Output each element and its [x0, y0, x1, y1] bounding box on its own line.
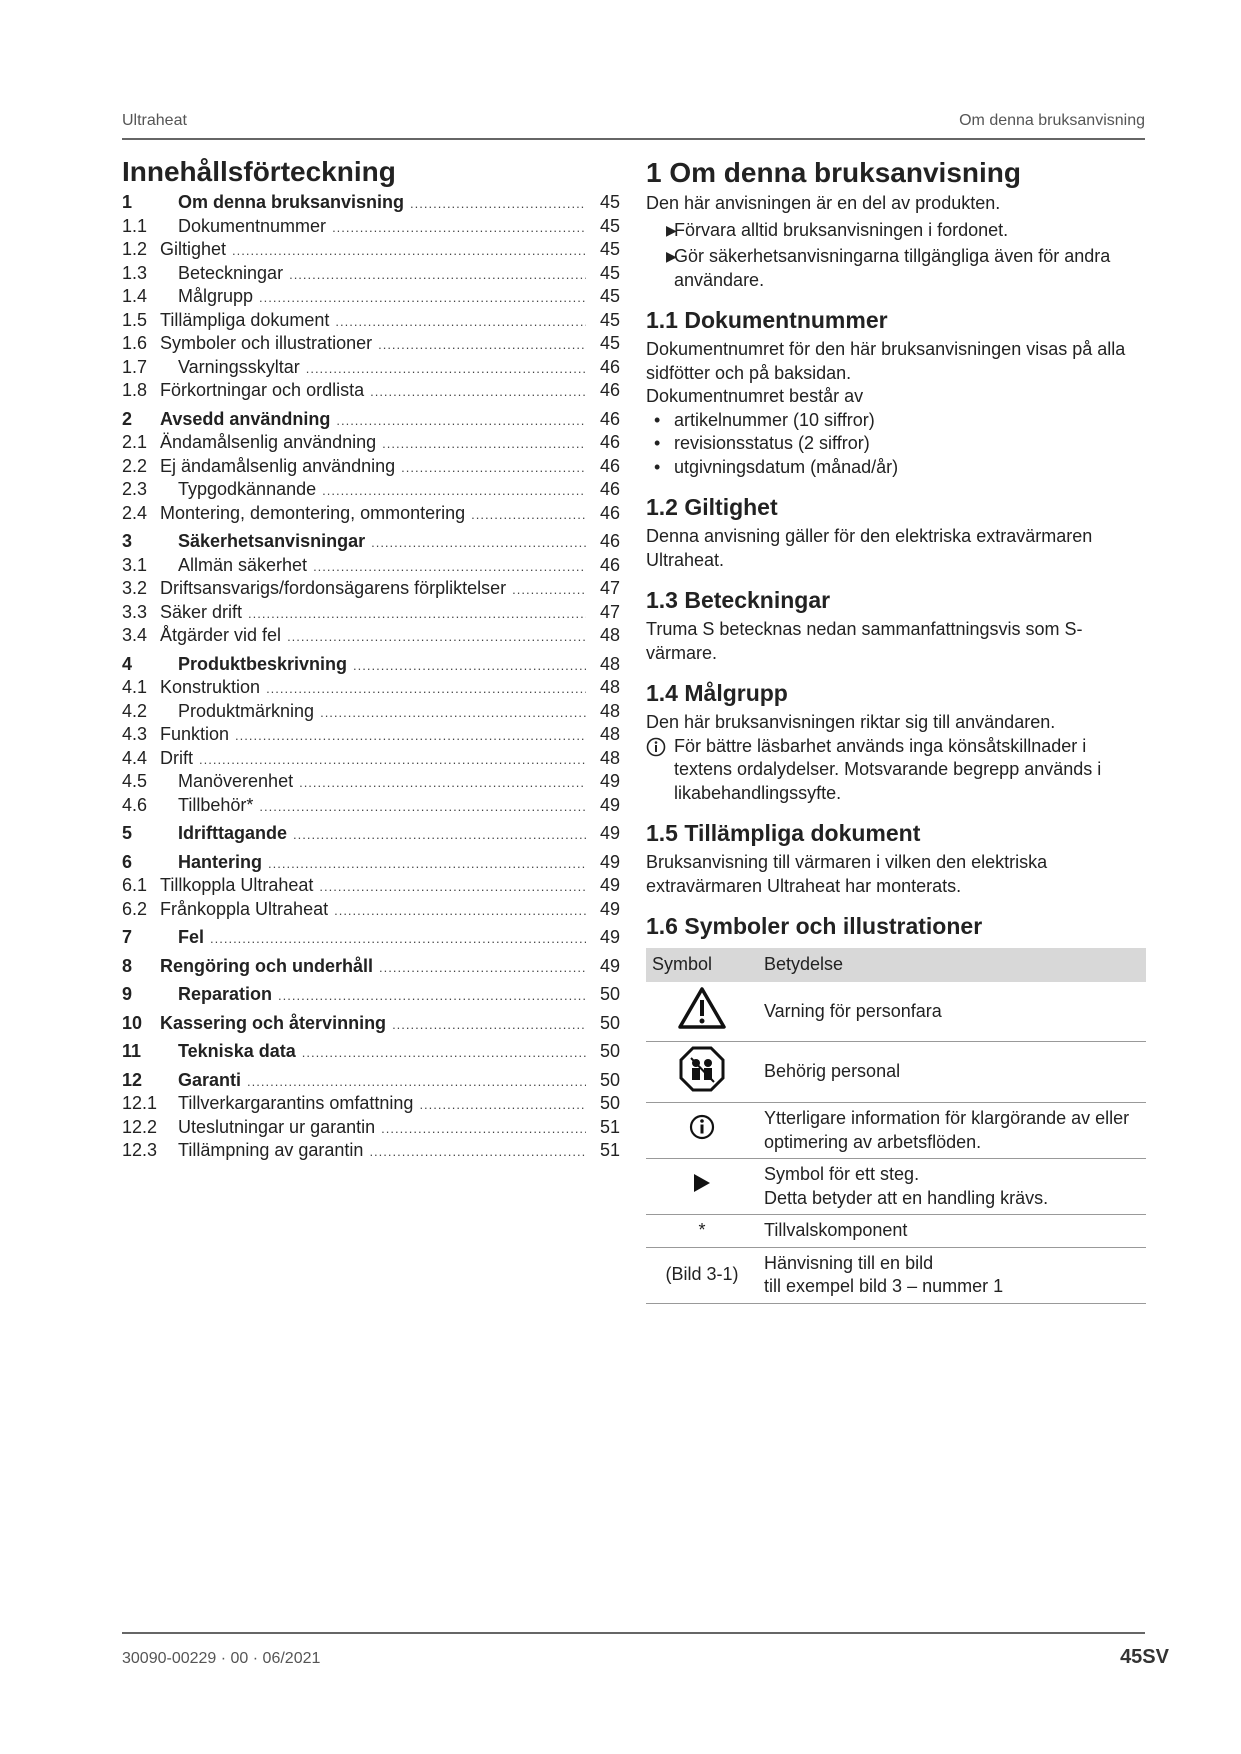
section-1-title: 1 Om denna bruksanvisning — [646, 157, 1021, 188]
toc-entry-title: Manöverenhet — [178, 771, 294, 791]
step-arrow-icon: ▶ — [666, 248, 677, 264]
toc-entry-title: Uteslutningar ur garantin — [178, 1116, 376, 1137]
toc-entry[interactable] — [122, 357, 620, 381]
toc-page-number: 46 — [599, 455, 620, 476]
header-section: Om denna bruksanvisning — [959, 112, 1145, 129]
table-row — [646, 1103, 1146, 1159]
table-row — [646, 1041, 1146, 1103]
toc-leader-dots — [334, 899, 586, 920]
step-arrow-icon — [692, 1178, 712, 1198]
toc-leader-dots — [313, 555, 586, 576]
toc-entry-title: Giltighet — [160, 239, 227, 259]
toc-number: 4.6 — [122, 794, 148, 815]
toc-number: 4.4 — [122, 747, 148, 768]
toc-page-number: 49 — [599, 875, 620, 895]
toc-page-number: 48 — [599, 747, 620, 768]
toc-leader-dots — [302, 1041, 586, 1062]
document-number: 30090-00229 · 00 · 06/2021 — [122, 1650, 321, 1667]
toc-leader-dots — [210, 927, 586, 948]
toc-entry-title: Produktmärkning — [178, 700, 315, 721]
toc-page-number: 50 — [599, 1012, 620, 1033]
toc-number: 5 — [122, 823, 133, 843]
toc-number: 8 — [122, 955, 133, 976]
info-icon — [646, 737, 666, 764]
toc-entry[interactable] — [122, 602, 620, 626]
section-1-6-title: 1.6 Symboler och illustrationer — [646, 913, 983, 939]
toc-entry-title: Ej ändamålsenlig användning — [160, 455, 396, 476]
toc-entry-title: Avsedd användning — [160, 408, 331, 429]
toc-page-number: 45 — [599, 239, 620, 259]
toc-entry-title: Kassering och återvinning — [160, 1012, 387, 1033]
toc-leader-dots — [378, 333, 586, 354]
toc-page-number: 49 — [599, 955, 620, 976]
section-1-3-text: Truma S betecknas nedan sammanfattningsvis som S-värmare. — [646, 619, 1083, 663]
section-1-1-p2: Dokumentnumret består av — [646, 386, 864, 406]
toc-page-number: 50 — [599, 1069, 620, 1090]
table-row — [646, 1247, 1146, 1303]
toc-entry[interactable] — [122, 479, 620, 503]
toc-leader-dots — [419, 1093, 586, 1114]
section-1-5-title: 1.5 Tillämpliga dokument — [646, 820, 921, 846]
toc-leader-dots — [379, 956, 586, 977]
toc-leader-dots — [259, 286, 586, 307]
toc-number: 3.1 — [122, 554, 148, 575]
toc-entry[interactable] — [122, 1041, 620, 1065]
toc-page-number: 49 — [599, 927, 620, 947]
toc-entry[interactable] — [122, 654, 620, 678]
toc-leader-dots — [471, 503, 586, 524]
warning-triangle-icon — [677, 1014, 727, 1034]
toc-number: 2.4 — [122, 502, 148, 523]
toc-entry-title: Rengöring och underhåll — [160, 955, 374, 976]
toc-page-number: 46 — [599, 554, 620, 575]
toc-number: 4 — [122, 653, 133, 674]
toc-number: 11 — [122, 1041, 142, 1061]
toc-entry-title: Varningsskyltar — [178, 356, 300, 377]
toc-leader-dots — [235, 724, 586, 745]
toc-number: 2.2 — [122, 455, 148, 476]
toc-entry[interactable] — [122, 286, 620, 310]
section-1-4-title: 1.4 Målgrupp — [646, 680, 788, 706]
toc-page-number: 46 — [599, 531, 620, 551]
toc-number: 1.7 — [122, 356, 148, 377]
toc-leader-dots — [401, 456, 586, 477]
toc-number: 3.4 — [122, 625, 148, 645]
qualified-personnel-icon — [679, 1076, 725, 1096]
toc-entry-title: Säker drift — [160, 601, 243, 622]
toc-entry-title: Konstruktion — [160, 677, 261, 697]
toc-number: 1.3 — [122, 262, 148, 283]
toc-page-number: 49 — [599, 898, 620, 919]
toc-entry-title: Tillkoppla Ultraheat — [160, 875, 314, 895]
toc-entry-title: Symboler och illustrationer — [160, 333, 373, 353]
toc-number: 10 — [122, 1012, 143, 1033]
toc-number: 1.4 — [122, 286, 148, 306]
toc-entry-title: Tillverkargarantins omfattning — [178, 1093, 414, 1113]
toc-leader-dots — [382, 432, 586, 453]
toc-page-number: 47 — [599, 601, 620, 622]
toc-entry-title: Tekniska data — [178, 1041, 296, 1061]
main-content — [646, 156, 1146, 1304]
toc-page-number: 46 — [599, 479, 620, 499]
toc-number: 1.2 — [122, 239, 148, 259]
toc-number: 9 — [122, 984, 133, 1004]
toc-entry[interactable] — [122, 1013, 620, 1037]
toc-leader-dots — [278, 984, 586, 1005]
table-row — [646, 1159, 1146, 1215]
meaning-cell: Tillvalskomponent — [758, 1215, 1146, 1248]
toc-entry-title: Tillämpning av garantin — [178, 1140, 364, 1160]
toc-number: 1.8 — [122, 380, 148, 400]
toc-entry[interactable] — [122, 555, 620, 579]
toc-entry[interactable] — [122, 1140, 620, 1164]
table-row — [646, 1215, 1146, 1248]
meaning-cell: Varning för personfara — [758, 982, 1146, 1041]
toc-number: 6.2 — [122, 898, 148, 919]
toc-page-number: 51 — [599, 1140, 620, 1160]
toc-page-number: 46 — [599, 380, 620, 400]
toc-entry-title: Åtgärder vid fel — [160, 625, 282, 645]
col-meaning: Betydelse — [758, 948, 1146, 982]
section-1-2-title: 1.2 Giltighet — [646, 494, 778, 520]
toc-page-number: 48 — [599, 700, 620, 721]
toc-number: 1.6 — [122, 333, 148, 353]
toc-number: 12.2 — [122, 1116, 158, 1137]
toc-page-number: 49 — [599, 794, 620, 815]
toc-entry[interactable] — [122, 927, 620, 951]
toc-leader-dots — [319, 875, 586, 896]
toc-entry-title: Typgodkännande — [178, 479, 317, 499]
section-1-5-text: Bruksanvisning till värmaren i vilken den elektriska extravärmaren Ultraheat har monterats. — [646, 852, 1048, 896]
step-item: ▶ Gör säkerhetsanvisningarna tillgängliga även för andra användare. — [666, 246, 1111, 290]
meaning-cell: Behörig personal — [758, 1041, 1146, 1103]
toc-page-number: 48 — [599, 724, 620, 744]
toc-entry[interactable] — [122, 823, 620, 847]
toc-page-number: 49 — [599, 823, 620, 843]
toc-entry[interactable] — [122, 852, 620, 876]
toc-page-number: 49 — [599, 771, 620, 791]
toc-entry-title: Funktion — [160, 724, 230, 744]
toc-entry-title: Frånkoppla Ultraheat — [160, 898, 329, 919]
toc-page-number: 45 — [599, 262, 620, 283]
table-header-row — [646, 948, 1146, 982]
toc-leader-dots — [259, 795, 586, 816]
toc-number: 12.1 — [122, 1093, 158, 1113]
toc-entry-title: Säkerhetsanvisningar — [178, 531, 366, 551]
toc-page-number: 49 — [599, 851, 620, 872]
toc-entry[interactable] — [122, 239, 620, 263]
meaning-cell: Ytterligare information för klargörande av eller optimering av arbetsflöden. — [758, 1103, 1146, 1159]
toc-leader-dots — [332, 216, 586, 237]
toc-page-number: 45 — [599, 215, 620, 236]
col-symbol: Symbol — [646, 948, 758, 982]
toc-entry[interactable] — [122, 956, 620, 980]
toc-leader-dots — [306, 357, 586, 378]
section-1-4-text: Den här bruksanvisningen riktar sig till användaren. — [646, 712, 1056, 732]
toc-page-number: 48 — [599, 677, 620, 697]
toc-number: 3.3 — [122, 601, 148, 622]
toc-entry[interactable] — [122, 795, 620, 819]
toc-leader-dots — [381, 1117, 586, 1138]
toc-entry-title: Om denna bruksanvisning — [178, 192, 405, 212]
toc-entry-title: Hantering — [178, 851, 263, 872]
toc-entry[interactable] — [122, 1117, 620, 1141]
section-1-3-title: 1.3 Beteckningar — [646, 587, 831, 613]
toc-leader-dots — [371, 531, 586, 552]
page-header — [122, 110, 1145, 140]
toc-page-number: 46 — [599, 432, 620, 452]
section-1-2-text: Denna anvisning gäller för den elektriska extravärmaren Ultraheat. — [646, 526, 1093, 570]
toc-entry[interactable] — [122, 625, 620, 649]
toc-leader-dots — [336, 409, 586, 430]
toc-leader-dots — [268, 852, 586, 873]
toc-leader-dots — [370, 380, 586, 401]
toc-number: 12.3 — [122, 1140, 158, 1160]
toc-leader-dots — [248, 602, 586, 623]
toc-entry-title: Driftsansvarigs/fordonsägarens förpliktelser — [160, 578, 507, 598]
toc-entry-title: Fel — [178, 927, 205, 947]
toc-number: 7 — [122, 927, 133, 947]
toc-page-number: 46 — [599, 356, 620, 377]
toc-entry-title: Tillbehör* — [178, 794, 254, 815]
list-item: • artikelnummer (10 siffror) — [646, 409, 1146, 433]
toc-page-number: 46 — [599, 502, 620, 523]
toc-entry-title: Reparation — [178, 984, 273, 1004]
toc-leader-dots — [335, 310, 586, 331]
toc-entry-title: Produktbeskrivning — [178, 653, 348, 674]
toc-leader-dots — [512, 578, 586, 599]
toc-leader-dots — [266, 677, 586, 698]
toc-leader-dots — [353, 654, 586, 675]
toc-leader-dots — [199, 748, 586, 769]
toc-entry-title: Idrifttagande — [178, 823, 288, 843]
toc-entry[interactable] — [122, 578, 620, 602]
list-item: • revisionsstatus (2 siffror) — [646, 432, 1146, 456]
toc-page-number: 50 — [599, 1093, 620, 1113]
toc-title: Innehållsförteckning — [122, 156, 396, 187]
toc-entry[interactable] — [122, 1093, 620, 1117]
toc-number: 4.1 — [122, 677, 148, 697]
toc-entry[interactable] — [122, 1070, 620, 1094]
toc-page-number: 45 — [599, 309, 620, 330]
list-item: • utgivningsdatum (månad/år) — [646, 456, 1146, 480]
section-1-intro: Den här anvisningen är en del av produkten. — [646, 193, 1001, 213]
toc-number: 3.2 — [122, 578, 148, 598]
toc-entry[interactable] — [122, 456, 620, 480]
toc-page-number: 50 — [599, 1041, 620, 1061]
toc-leader-dots — [392, 1013, 586, 1034]
toc-entry[interactable] — [122, 216, 620, 240]
toc-number: 4.3 — [122, 724, 148, 744]
table-of-contents — [122, 156, 620, 1164]
toc-page-number: 45 — [599, 333, 620, 353]
toc-number: 12 — [122, 1069, 143, 1090]
toc-leader-dots — [287, 625, 586, 646]
toc-entry[interactable] — [122, 263, 620, 287]
toc-entry-title: Allmän säkerhet — [178, 554, 308, 575]
toc-page-number: 45 — [599, 192, 620, 212]
toc-entry[interactable] — [122, 899, 620, 923]
toc-entry[interactable] — [122, 724, 620, 748]
toc-entry[interactable] — [122, 771, 620, 795]
toc-number: 2 — [122, 408, 133, 429]
toc-leader-dots — [247, 1070, 586, 1091]
figure-reference-symbol: (Bild 3-1) — [646, 1247, 758, 1303]
toc-entry[interactable] — [122, 984, 620, 1008]
toc-entry[interactable] — [122, 409, 620, 433]
meaning-cell: Hänvisning till en bild till exempel bild 3 – nummer 1 — [758, 1247, 1146, 1303]
step-arrow-icon: ▶ — [666, 221, 677, 238]
toc-entry-title: Ändamålsenlig användning — [160, 432, 377, 452]
toc-leader-dots — [410, 192, 586, 213]
asterisk-symbol: * — [646, 1215, 758, 1248]
toc-number: 4.2 — [122, 700, 148, 721]
toc-entry[interactable] — [122, 192, 620, 216]
toc-entry[interactable] — [122, 677, 620, 701]
toc-list — [122, 192, 620, 1164]
toc-number: 1.1 — [122, 215, 148, 236]
toc-page-number: 51 — [599, 1116, 620, 1137]
document-number-list — [646, 409, 1146, 480]
toc-page-number: 46 — [599, 408, 620, 429]
section-1-1-title: 1.1 Dokumentnummer — [646, 307, 888, 333]
toc-entry-title: Garanti — [178, 1069, 242, 1090]
toc-entry-title: Drift — [160, 747, 193, 768]
toc-leader-dots — [299, 771, 586, 792]
toc-entry-title: Dokumentnummer — [178, 215, 327, 236]
page-number: 45SV — [1120, 1646, 1169, 1668]
toc-entry[interactable] — [122, 748, 620, 772]
section-1-1-p1: Dokumentnumret för den här bruksanvisningen visas på alla sidfötter och på baksidan. — [646, 339, 1126, 383]
toc-page-number: 48 — [599, 653, 620, 674]
footer-divider — [122, 1632, 1145, 1634]
toc-number: 2.1 — [122, 432, 148, 452]
toc-number: 4.5 — [122, 771, 148, 791]
toc-page-number: 50 — [599, 984, 620, 1004]
toc-page-number: 45 — [599, 286, 620, 306]
meaning-cell: Symbol för ett steg. Detta betyder att en handling krävs. — [758, 1159, 1146, 1215]
toc-entry[interactable] — [122, 310, 620, 334]
toc-number: 1.5 — [122, 309, 148, 330]
info-icon — [689, 1124, 715, 1144]
toc-leader-dots — [293, 823, 586, 844]
toc-number: 2.3 — [122, 479, 148, 499]
table-row — [646, 982, 1146, 1041]
toc-entry[interactable] — [122, 701, 620, 725]
toc-leader-dots — [232, 239, 586, 260]
toc-number: 6.1 — [122, 875, 148, 895]
toc-leader-dots — [369, 1140, 586, 1161]
toc-entry-title: Målgrupp — [178, 286, 254, 306]
step-item: ▶ Förvara alltid bruksanvisningen i fordonet. — [646, 219, 1146, 243]
toc-entry[interactable] — [122, 875, 620, 899]
symbols-table — [646, 948, 1146, 1304]
toc-entry[interactable] — [122, 333, 620, 357]
toc-leader-dots — [289, 263, 586, 284]
toc-entry-title: Tillämpliga dokument — [160, 309, 330, 330]
toc-leader-dots — [322, 479, 586, 500]
toc-leader-dots — [320, 701, 586, 722]
toc-entry[interactable] — [122, 432, 620, 456]
toc-entry-title: Förkortningar och ordlista — [160, 380, 365, 400]
toc-number: 6 — [122, 851, 133, 872]
info-note: För bättre läsbarhet används inga könsåtskillnader i textens ordalydelser. Motsvarande begrepp används i likabehandlingssyfte. — [646, 735, 1146, 806]
toc-entry[interactable] — [122, 531, 620, 555]
toc-page-number: 48 — [599, 625, 620, 645]
toc-entry-title: Beteckningar — [178, 262, 284, 283]
header-product: Ultraheat — [122, 112, 187, 129]
toc-entry-title: Montering, demontering, ommontering — [160, 502, 466, 523]
toc-page-number: 47 — [599, 578, 620, 598]
toc-number: 3 — [122, 531, 133, 551]
toc-number: 1 — [122, 192, 133, 212]
toc-entry[interactable] — [122, 380, 620, 404]
toc-entry[interactable] — [122, 503, 620, 527]
